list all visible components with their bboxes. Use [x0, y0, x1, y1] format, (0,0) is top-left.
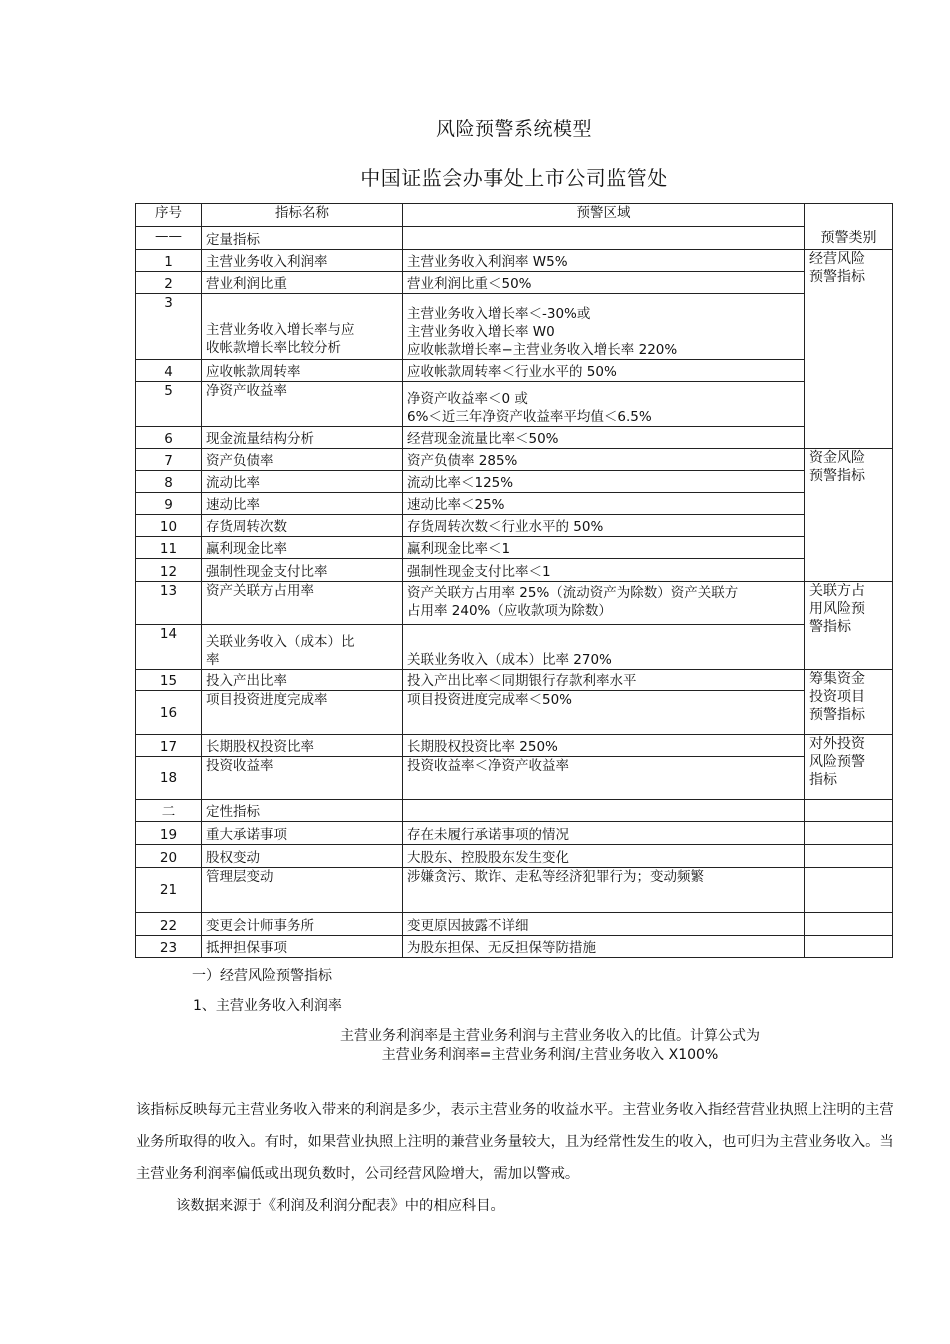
section-no: —— — [136, 227, 202, 250]
row-name: 流动比率 — [202, 471, 403, 493]
row-name: 长期股权投资比率 — [202, 735, 403, 757]
table-row — [136, 757, 893, 800]
section-row-qualitative — [136, 800, 893, 822]
header-name: 指标名称 — [202, 204, 403, 227]
formula-description: 主营业务利润率是主营业务利润与主营业务收入的比值。计算公式为 — [340, 1028, 760, 1044]
formula-expression: 主营业务利润率=主营业务利润/主营业务收入 X100% — [381, 1047, 719, 1063]
table-header-row — [136, 204, 893, 227]
row-name: 变更会计师事务所 — [202, 913, 403, 936]
row-zone: 变更原因披露不详细 — [403, 913, 805, 936]
table-row — [136, 294, 893, 360]
row-name: 现金流量结构分析 — [202, 427, 403, 449]
category-operating: 经营风险 预警指标 — [805, 250, 893, 449]
row-no: 23 — [136, 936, 202, 958]
data-source-note: 该数据来源于《利润及利润分配表》中的相应科目。 — [176, 1198, 505, 1214]
row-name: 股权变动 — [202, 845, 403, 868]
row-category — [805, 936, 893, 958]
row-name: 资产关联方占用率 — [202, 582, 403, 625]
category-capital: 资金风险 预警指标 — [805, 449, 893, 582]
row-zone: 长期股权投资比率 250% — [403, 735, 805, 757]
table-row — [136, 691, 893, 735]
table-row — [136, 845, 893, 868]
section-zone — [403, 227, 805, 250]
row-zone: 赢利现金比率＜1 — [403, 537, 805, 559]
section-name: 定量指标 — [202, 227, 403, 250]
row-category — [805, 822, 893, 845]
row-category — [805, 845, 893, 868]
row-name: 管理层变动 — [202, 868, 403, 913]
row-no: 16 — [136, 691, 202, 735]
row-zone: 营业利润比重＜50% — [403, 272, 805, 294]
row-no: 9 — [136, 493, 202, 515]
section-zone — [403, 800, 805, 822]
row-zone: 存货周转次数＜行业水平的 50% — [403, 515, 805, 537]
table-row — [136, 427, 893, 449]
table-row — [136, 559, 893, 582]
header-category: 预警类别 — [805, 204, 893, 250]
row-no: 4 — [136, 360, 202, 382]
row-zone: 大股东、控股股东发生变化 — [403, 845, 805, 868]
table-row — [136, 537, 893, 559]
row-name: 营业利润比重 — [202, 272, 403, 294]
row-no: 8 — [136, 471, 202, 493]
header-zone: 预警区域 — [403, 204, 805, 227]
row-zone: 投资收益率＜净资产收益率 — [403, 757, 805, 800]
table-row — [136, 868, 893, 913]
row-no: 14 — [136, 625, 202, 670]
item-heading: 1、主营业务收入利润率 — [193, 998, 342, 1014]
row-no: 19 — [136, 822, 202, 845]
row-zone: 流动比率＜125% — [403, 471, 805, 493]
row-no: 6 — [136, 427, 202, 449]
table-row — [136, 822, 893, 845]
row-name: 赢利现金比率 — [202, 537, 403, 559]
category-financing: 筹集资金 投资项目 预警指标 — [805, 670, 893, 735]
table-row — [136, 250, 893, 272]
row-name: 强制性现金支付比率 — [202, 559, 403, 582]
row-no: 5 — [136, 382, 202, 427]
row-name: 存货周转次数 — [202, 515, 403, 537]
row-category — [805, 868, 893, 913]
document-subtitle: 中国证监会办事处上市公司监管处 — [360, 166, 668, 190]
body-paragraph: 该指标反映每元主营业务收入带来的利润是多少，表示主营业务的收益水平。主营业务收入指经营营业执照上注明的主营业务所取得的收入。有时，如果营业执照上注明的兼营业务量较大，且为经常性发生的收入，也可归为主营业务收入。当主营业务利润率偏低或出现负数时，公司经营风险增大，需加以警戒。 — [136, 1102, 894, 1182]
row-zone: 速动比率＜25% — [403, 493, 805, 515]
category-related-party: 关联方占 用风险预 警指标 — [805, 582, 893, 670]
row-name: 抵押担保事项 — [202, 936, 403, 958]
table-row — [136, 936, 893, 958]
row-no: 13 — [136, 582, 202, 625]
row-zone: 应收帐款周转率＜行业水平的 50% — [403, 360, 805, 382]
row-no: 10 — [136, 515, 202, 537]
row-no: 1 — [136, 250, 202, 272]
row-zone: 资产关联方占用率 25%（流动资产为除数）资产关联方 占用率 240%（应收款项为除数） — [403, 582, 805, 625]
row-name: 主营业务收入增长率与应 收帐款增长率比较分析 — [202, 294, 403, 360]
row-no: 11 — [136, 537, 202, 559]
row-name: 重大承诺事项 — [202, 822, 403, 845]
row-name: 关联业务收入（成本）比 率 — [202, 625, 403, 670]
row-zone: 项目投资进度完成率＜50% — [403, 691, 805, 735]
row-name: 速动比率 — [202, 493, 403, 515]
row-name: 投资收益率 — [202, 757, 403, 800]
section-category — [805, 800, 893, 822]
section-no: 二 — [136, 800, 202, 822]
table-row — [136, 272, 893, 294]
table-row — [136, 913, 893, 936]
row-zone: 主营业务收入增长率＜-30%或 主营业务收入增长率 W0 应收帐款增长率−主营业务收入增长率 220% — [403, 294, 805, 360]
row-zone: 资产负债率 285% — [403, 449, 805, 471]
row-name: 应收帐款周转率 — [202, 360, 403, 382]
row-zone: 主营业务收入利润率 W5% — [403, 250, 805, 272]
table-row — [136, 471, 893, 493]
row-no: 22 — [136, 913, 202, 936]
row-zone: 关联业务收入（成本）比率 270% — [403, 625, 805, 670]
row-zone: 净资产收益率＜0 或 6%＜近三年净资产收益率平均值＜6.5% — [403, 382, 805, 427]
row-name: 净资产收益率 — [202, 382, 403, 427]
row-no: 17 — [136, 735, 202, 757]
header-no: 序号 — [136, 204, 202, 227]
table-row — [136, 382, 893, 427]
warning-indicator-table — [135, 203, 893, 958]
table-row — [136, 360, 893, 382]
table-row — [136, 515, 893, 537]
row-no: 15 — [136, 670, 202, 691]
row-zone: 存在未履行承诺事项的情况 — [403, 822, 805, 845]
row-no: 3 — [136, 294, 202, 360]
table-row — [136, 625, 893, 670]
row-zone: 强制性现金支付比率＜1 — [403, 559, 805, 582]
table-row — [136, 493, 893, 515]
row-no: 2 — [136, 272, 202, 294]
row-no: 12 — [136, 559, 202, 582]
category-investment: 对外投资 风险预警 指标 — [805, 735, 893, 800]
row-name: 投入产出比率 — [202, 670, 403, 691]
section-heading: 一）经营风险预警指标 — [192, 968, 332, 984]
section-row-quantitative — [136, 227, 893, 250]
row-category — [805, 913, 893, 936]
row-zone: 投入产出比率＜同期银行存款利率水平 — [403, 670, 805, 691]
table-row — [136, 670, 893, 691]
row-no: 7 — [136, 449, 202, 471]
row-zone: 为股东担保、无反担保等防措施 — [403, 936, 805, 958]
row-name: 资产负债率 — [202, 449, 403, 471]
table-row — [136, 582, 893, 625]
table-row — [136, 449, 893, 471]
row-no: 18 — [136, 757, 202, 800]
table-row — [136, 735, 893, 757]
row-no: 20 — [136, 845, 202, 868]
row-name: 主营业务收入利润率 — [202, 250, 403, 272]
row-name: 项目投资进度完成率 — [202, 691, 403, 735]
row-zone: 涉嫌贪污、欺诈、走私等经济犯罪行为；变动频繁 — [403, 868, 805, 913]
section-name: 定性指标 — [202, 800, 403, 822]
row-no: 21 — [136, 868, 202, 913]
row-zone: 经营现金流量比率＜50% — [403, 427, 805, 449]
document-title: 风险预警系统模型 — [435, 118, 592, 140]
